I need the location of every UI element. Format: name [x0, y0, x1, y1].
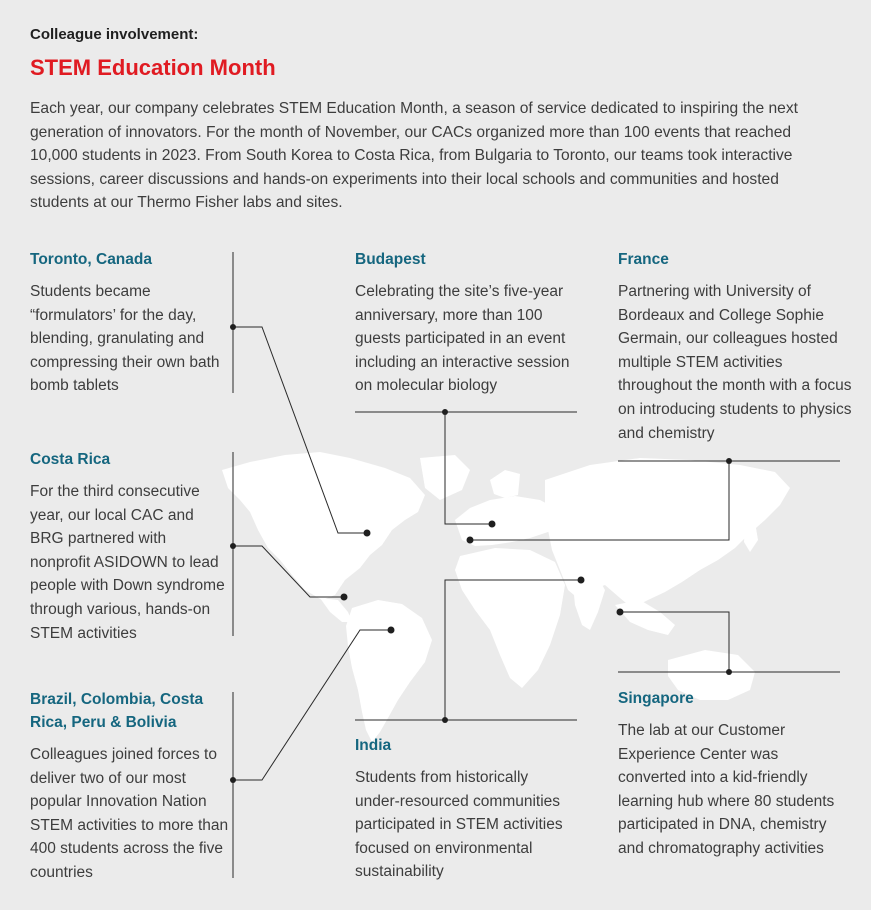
location-singapore	[618, 687, 848, 861]
location-heading: India	[355, 737, 392, 754]
dot-india-end	[578, 577, 585, 584]
landmass-southeast-asia	[615, 600, 675, 635]
dot-india-start	[442, 717, 448, 723]
dot-costa-rica-start	[230, 543, 236, 549]
location-costa-rica	[30, 448, 230, 645]
location-description: Students became “formulators’ for the day, blending, granulating and compressing their own bath bomb tablets	[30, 283, 220, 395]
dot-singapore-start	[726, 669, 732, 675]
location-france	[618, 248, 853, 445]
location-heading: France	[618, 251, 669, 268]
dot-budapest-end	[489, 521, 496, 528]
dot-brazil-start	[230, 777, 236, 783]
location-description: Celebrating the site’s five-year anniversary, more than 100 guests participated in an event including an interactive session on molecular biology	[355, 283, 570, 395]
location-description: Colleagues joined forces to deliver two of our most popular Innovation Nation STEM activities to more than 400 students across the five countries	[30, 746, 229, 881]
landmass-africa	[455, 548, 565, 688]
location-heading: Brazil, Colombia, Costa Rica, Peru & Bolivia	[30, 691, 204, 731]
landmass-scandinavia	[490, 470, 520, 498]
kicker: Colleague involvement:	[30, 26, 199, 43]
dot-france-end	[467, 537, 474, 544]
location-budapest	[355, 248, 590, 398]
dot-singapore-end	[617, 609, 624, 616]
location-brazil-group	[30, 688, 230, 885]
landmass-north-america	[222, 452, 425, 600]
landmass-south-america	[346, 600, 432, 742]
location-description: Students from historically under-resourced communities participated in STEM activities focused on environmental sustainability	[355, 769, 563, 881]
dot-brazil-end	[388, 627, 395, 634]
location-description: The lab at our Customer Experience Center was converted into a kid-friendly learning hub where 80 students participated in DNA, chemistry and chromatography activities	[618, 722, 835, 857]
location-heading: Budapest	[355, 251, 426, 268]
location-heading: Costa Rica	[30, 451, 111, 468]
location-india	[355, 734, 575, 884]
dot-france-start	[726, 458, 732, 464]
dot-toronto-end	[364, 530, 371, 537]
intro-paragraph: Each year, our company celebrates STEM Education Month, a season of service dedicated to inspiring the next generation of innovators. For the month of November, our CACs organized more than 100 events that reached 10,000 students in 2023. From South Korea to Costa Rica, from Bulgaria to Toronto, our teams took interactive sessions, career discussions and hands-on experiments into their local schools and communities and hosted students at our Thermo Fisher labs and sites.	[30, 100, 798, 212]
dot-costa-rica-end	[341, 594, 348, 601]
landmass-central-america	[320, 598, 352, 622]
dot-toronto-start	[230, 324, 236, 330]
location-toronto	[30, 248, 230, 398]
page-title: STEM Education Month	[30, 55, 276, 80]
location-description: Partnering with University of Bordeaux and College Sophie Germain, our colleagues hosted multiple STEM activities throughout the month with a focus on introducing students to physics and chemistry	[618, 283, 852, 442]
location-heading: Toronto, Canada	[30, 251, 152, 268]
dot-budapest-start	[442, 409, 448, 415]
location-description: For the third consecutive year, our local CAC and BRG partnered with nonprofit ASIDOWN to lead people with Down syndrome through various, hands-on STEM activities	[30, 483, 225, 642]
location-heading: Singapore	[618, 690, 694, 707]
